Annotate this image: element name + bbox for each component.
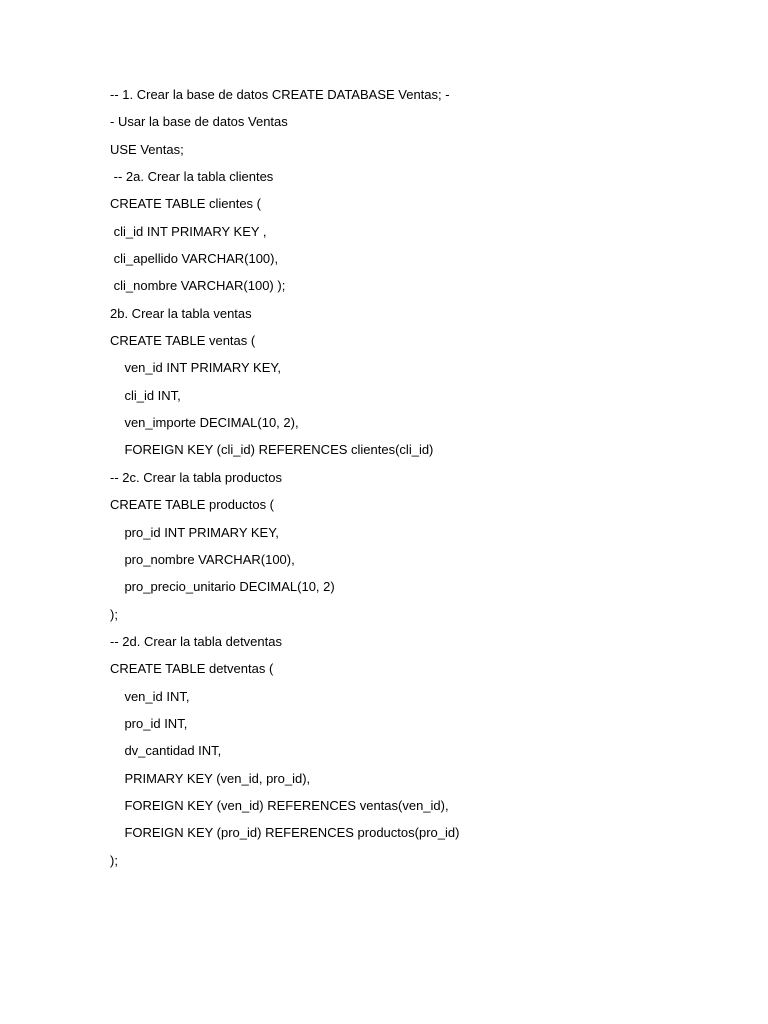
text-line: FOREIGN KEY (ven_id) REFERENCES ventas(ven_id), xyxy=(110,797,449,813)
text-line: PRIMARY KEY (ven_id, pro_id), xyxy=(110,770,311,786)
text-line: ven_importe DECIMAL(10, 2), xyxy=(110,415,299,431)
text-line: cli_apellido VARCHAR(100), xyxy=(110,251,279,267)
text-line: CREATE TABLE productos ( xyxy=(110,497,275,513)
text-line: cli_nombre VARCHAR(100) ); xyxy=(110,278,286,294)
text-line: USE Ventas; xyxy=(110,141,184,157)
text-line: pro_id INT PRIMARY KEY, xyxy=(110,524,279,540)
text-line: cli_id INT, xyxy=(110,387,181,403)
text-line: ); xyxy=(110,606,118,622)
text-line: -- 2a. Crear la tabla clientes xyxy=(110,169,274,185)
text-line: pro_id INT, xyxy=(110,715,188,731)
text-line: -- 2d. Crear la tabla detventas xyxy=(110,633,282,649)
text-line: pro_nombre VARCHAR(100), xyxy=(110,551,295,567)
text-line: -- 1. Crear la base de datos CREATE DATABASE Ventas; - xyxy=(110,87,450,102)
document-body xyxy=(110,86,730,879)
text-line: 2b. Crear la tabla ventas xyxy=(110,305,252,321)
text-line: CREATE TABLE clientes ( xyxy=(110,196,261,212)
text-line: FOREIGN KEY (pro_id) REFERENCES productos(pro_id) xyxy=(110,825,460,841)
text-line: FOREIGN KEY (cli_id) REFERENCES clientes(cli_id) xyxy=(110,442,434,458)
text-line: dv_cantidad INT, xyxy=(110,743,222,759)
text-line: - Usar la base de datos Ventas xyxy=(110,114,288,130)
text-line: pro_precio_unitario DECIMAL(10, 2) xyxy=(110,579,335,595)
text-line: cli_id INT PRIMARY KEY , xyxy=(110,223,267,239)
text-line: ); xyxy=(110,852,118,868)
text-line: CREATE TABLE detventas ( xyxy=(110,661,274,677)
text-line: -- 2c. Crear la tabla productos xyxy=(110,469,282,485)
text-line: ven_id INT PRIMARY KEY, xyxy=(110,360,282,376)
text-line: ven_id INT, xyxy=(110,688,190,704)
text-line: CREATE TABLE ventas ( xyxy=(110,333,256,349)
